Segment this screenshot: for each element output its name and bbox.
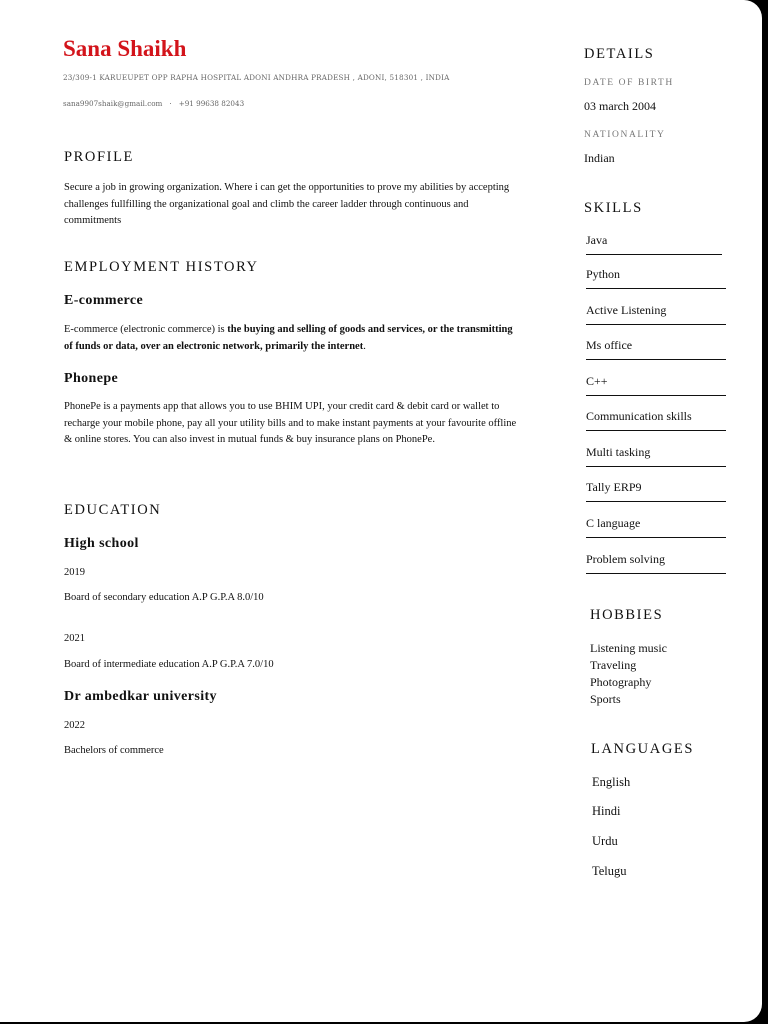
- education-school: Dr ambedkar university: [64, 689, 217, 704]
- education-description: Bachelors of commerce: [64, 745, 164, 756]
- hobby-item: Photography: [590, 675, 652, 689]
- languages-heading: LANGUAGES: [591, 741, 695, 757]
- job-description: E-commerce (electronic commerce) is the buying and selling of goods and services, or the transmitting of funds or data, over an electronic network, primarily the internet.: [64, 324, 513, 352]
- education-year: 2022: [64, 720, 85, 731]
- address-line: 23/309-1 KARUEUPET OPP RAPHA HOSPITAL ADONI ANDHRA PRADESH , ADONI, 518301 , INDIA: [63, 73, 450, 82]
- phone-text[interactable]: +91 99638 82043: [178, 99, 245, 108]
- hobby-item: Sports: [590, 692, 621, 706]
- education-year: 2019: [64, 567, 85, 578]
- contact-line: [63, 99, 244, 108]
- details-heading: DETAILS: [584, 46, 655, 62]
- profile-text: Secure a job in growing organization. Where i can get the opportunities to prove my abilities by accepting challenges fullfilling the organizational goal and climb the career ladder through continuous and commitments: [64, 182, 510, 226]
- job-title: Phonepe: [64, 371, 119, 386]
- hobby-item: Listening music: [590, 641, 667, 655]
- job-description-bold: the buying and selling of goods and services, or the transmitting of funds or data, over an electronic network, primarily the internet: [64, 324, 513, 352]
- skill-item: C++: [586, 374, 726, 396]
- email-text[interactable]: sana9907shaik@gmail.com: [63, 99, 163, 108]
- skill-item: Java: [586, 233, 722, 255]
- contact-separator: ·: [169, 99, 172, 108]
- job-description: PhonePe is a payments app that allows you to use BHIM UPI, your credit card & debit card or wallet to recharge your mobile phone, pay all your utility bills and to make instant payments at your favourite offline & online stores. You can also invest in mutual funds & buy insurance plans on PhonePe.: [64, 401, 517, 445]
- job-title: E-commerce: [64, 293, 144, 308]
- language-item: Telugu: [592, 864, 627, 878]
- dob-value: 03 march 2004: [584, 99, 656, 113]
- education-description: Board of secondary education A.P G.P.A 8.0/10: [64, 592, 264, 603]
- employment-heading: EMPLOYMENT HISTORY: [64, 259, 259, 275]
- profile-heading: PROFILE: [64, 149, 135, 165]
- skill-item: Communication skills: [586, 409, 726, 431]
- skills-heading: SKILLS: [584, 200, 643, 216]
- skill-item: C language: [586, 516, 726, 538]
- skill-item: Active Listening: [586, 303, 726, 325]
- candidate-name: Sana Shaikh: [63, 36, 187, 61]
- skill-item: Tally ERP9: [586, 480, 726, 502]
- skill-item: Python: [586, 267, 726, 289]
- skill-item: Problem solving: [586, 552, 726, 574]
- nationality-label: NATIONALITY: [584, 130, 666, 140]
- skill-item: Ms office: [586, 338, 726, 360]
- language-item: English: [592, 775, 631, 789]
- education-year: 2021: [64, 633, 85, 644]
- skill-item: Multi tasking: [586, 445, 726, 467]
- nationality-value: Indian: [584, 151, 615, 165]
- education-heading: EDUCATION: [64, 502, 162, 518]
- hobby-item: Traveling: [590, 658, 637, 672]
- language-item: Hindi: [592, 804, 621, 818]
- hobbies-heading: HOBBIES: [590, 607, 664, 623]
- education-school: High school: [64, 536, 139, 551]
- dob-label: DATE OF BIRTH: [584, 78, 674, 88]
- education-description: Board of intermediate education A.P G.P.A 7.0/10: [64, 659, 274, 670]
- language-item: Urdu: [592, 834, 618, 848]
